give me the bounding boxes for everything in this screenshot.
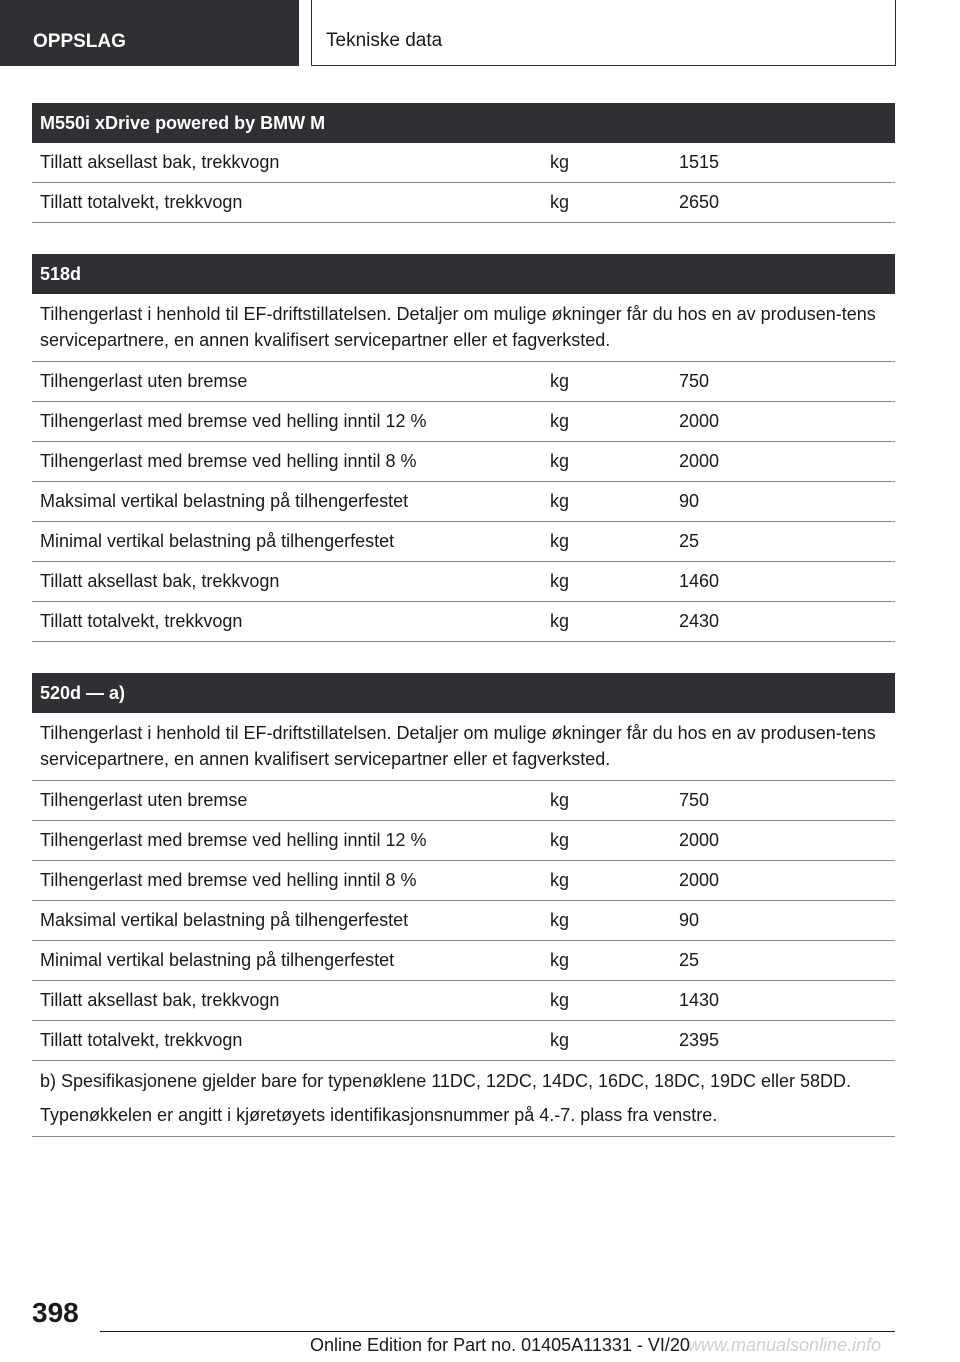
block-note: Tilhengerlast i henhold til EF-driftstillatelsen. Detaljer om mulige økninger får du hos en av produsen-tens servicepartnere, en annen kvalifisert servicepartner eller et fagverksted. bbox=[32, 713, 895, 781]
row-value: 90 bbox=[679, 910, 700, 930]
block-note: Tilhengerlast i henhold til EF-driftstillatelsen. Detaljer om mulige økninger får du hos en av produsen-tens servicepartnere, en annen kvalifisert servicepartner eller et fagverksted. bbox=[32, 294, 895, 362]
table-row bbox=[32, 562, 895, 602]
table-row bbox=[32, 482, 895, 522]
table-row bbox=[32, 143, 895, 183]
table-row bbox=[32, 442, 895, 482]
block-title: 520d — a) bbox=[32, 673, 895, 713]
row-unit: kg bbox=[550, 870, 570, 890]
row-label: Minimal vertikal belastning på tilhengerfestet bbox=[40, 531, 395, 551]
row-unit: kg bbox=[550, 611, 570, 631]
row-value: 2650 bbox=[679, 192, 720, 212]
row-label: Tilhengerlast med bremse ved helling inntil 12 % bbox=[40, 411, 427, 431]
table-row bbox=[32, 901, 895, 941]
row-label: Tilhengerlast med bremse ved helling inntil 8 % bbox=[40, 870, 417, 890]
footer-watermark: www.manualsonline.info bbox=[688, 1335, 882, 1355]
block-title: M550i xDrive powered by BMW M bbox=[32, 103, 895, 143]
row-label: Tilhengerlast uten bremse bbox=[40, 371, 248, 391]
table-row bbox=[32, 781, 895, 821]
header-tabbar bbox=[0, 0, 960, 66]
spec-block-520d bbox=[32, 673, 895, 1137]
row-unit: kg bbox=[550, 571, 570, 591]
row-value: 750 bbox=[679, 790, 710, 810]
row-label: Maksimal vertikal belastning på tilhengerfestet bbox=[40, 491, 409, 511]
technical-data-content bbox=[32, 103, 895, 1137]
row-unit: kg bbox=[550, 1030, 570, 1050]
footer-divider bbox=[100, 1331, 895, 1332]
footnote-text: Typenøkkelen er angitt i kjøretøyets identifikasjonsnummer på 4.-7. plass fra venstre. bbox=[32, 1102, 895, 1137]
table-row bbox=[32, 941, 895, 981]
table-row bbox=[32, 183, 895, 223]
row-unit: kg bbox=[550, 531, 570, 551]
row-unit: kg bbox=[550, 491, 570, 511]
row-label: Maksimal vertikal belastning på tilhengerfestet bbox=[40, 910, 409, 930]
row-label: Tillatt totalvekt, trekkvogn bbox=[40, 192, 243, 212]
row-value: 25 bbox=[679, 950, 700, 970]
row-value: 2000 bbox=[679, 451, 720, 471]
table-row bbox=[32, 1021, 895, 1061]
table-row bbox=[32, 402, 895, 442]
row-label: Tillatt totalvekt, trekkvogn bbox=[40, 1030, 243, 1050]
row-unit: kg bbox=[550, 152, 570, 172]
row-label: Minimal vertikal belastning på tilhengerfestet bbox=[40, 950, 395, 970]
row-value: 90 bbox=[679, 491, 700, 511]
table-row bbox=[32, 861, 895, 901]
row-label: Tilhengerlast med bremse ved helling inntil 8 % bbox=[40, 451, 417, 471]
row-unit: kg bbox=[550, 950, 570, 970]
footnote-text: b) Spesifikasjonene gjelder bare for typenøklene 11DC, 12DC, 14DC, 16DC, 18DC, 19DC eller 58DD. bbox=[40, 1071, 852, 1091]
row-label: Tillatt totalvekt, trekkvogn bbox=[40, 611, 243, 631]
row-label: Tillatt aksellast bak, trekkvogn bbox=[40, 152, 280, 172]
table-row bbox=[32, 602, 895, 642]
spec-block-m550i bbox=[32, 103, 895, 223]
spec-block-518d bbox=[32, 254, 895, 642]
table-row bbox=[32, 522, 895, 562]
row-label: Tillatt aksellast bak, trekkvogn bbox=[40, 990, 280, 1010]
table-row bbox=[32, 821, 895, 861]
footer-edition: Online Edition for Part no. 01405A11331 - VI/20 bbox=[310, 1335, 690, 1355]
row-value: 2000 bbox=[679, 411, 720, 431]
row-value: 2000 bbox=[679, 830, 720, 850]
row-value: 750 bbox=[679, 371, 710, 391]
row-unit: kg bbox=[550, 790, 570, 810]
block-title: 518d bbox=[32, 254, 895, 294]
row-unit: kg bbox=[550, 990, 570, 1010]
row-label: Tilhengerlast uten bremse bbox=[40, 790, 248, 810]
row-unit: kg bbox=[550, 910, 570, 930]
row-value: 2000 bbox=[679, 870, 720, 890]
row-unit: kg bbox=[550, 411, 570, 431]
chapter-tab: Tekniske data bbox=[311, 0, 896, 66]
row-value: 1460 bbox=[679, 571, 720, 591]
row-label: Tilhengerlast med bremse ved helling inntil 12 % bbox=[40, 830, 427, 850]
row-value: 2395 bbox=[679, 1030, 720, 1050]
row-value: 25 bbox=[679, 531, 700, 551]
row-value: 2430 bbox=[679, 611, 720, 631]
table-row bbox=[32, 362, 895, 402]
row-unit: kg bbox=[550, 830, 570, 850]
row-value: 1515 bbox=[679, 152, 720, 172]
row-unit: kg bbox=[550, 192, 570, 212]
row-unit: kg bbox=[550, 371, 570, 391]
row-unit: kg bbox=[550, 451, 570, 471]
table-row bbox=[32, 981, 895, 1021]
section-tab: OPPSLAG bbox=[0, 0, 299, 66]
page-number: 398 bbox=[32, 1297, 79, 1328]
row-value: 1430 bbox=[679, 990, 720, 1010]
row-label: Tillatt aksellast bak, trekkvogn bbox=[40, 571, 280, 591]
